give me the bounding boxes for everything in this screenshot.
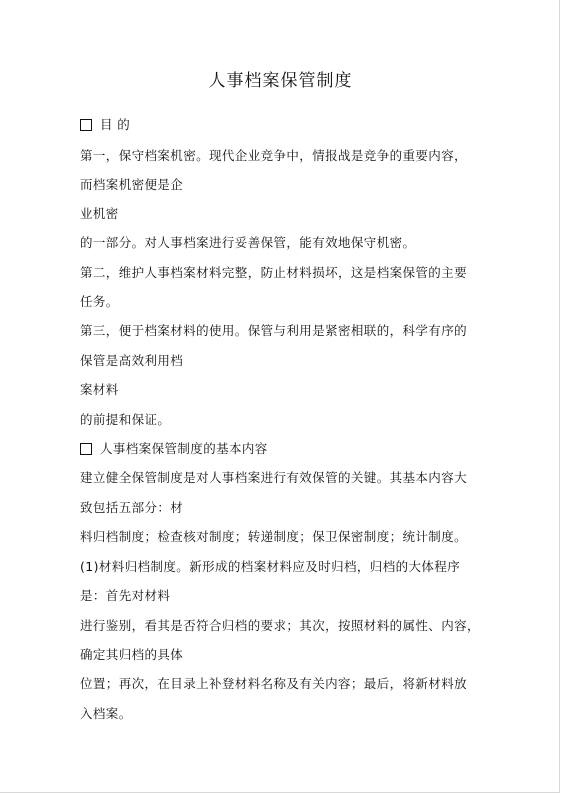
text-line: 料归档制度；检查核对制度；转递制度；保卫保密制度；统计制度。 [80,529,468,544]
text-line: 而档案机密便是企 [80,177,184,192]
text-line: 保管是高效利用档 [80,353,184,368]
text-line: 致包括五部分：材 [80,500,184,515]
text-line: 的前提和保证。 [80,412,171,427]
document-title: 人事档案保管制度 [208,71,353,91]
section-heading-label: 人事档案保管制度的基本内容 [100,441,268,456]
checkbox-square-icon [80,443,92,455]
text-line: 位置；再次，在目录上补登材料名称及有关内容；最后，将新材料放 [80,676,468,691]
text-line: 建立健全保管制度是对人事档案进行有效保管的关键。其基本内容大 [80,470,468,485]
text-line: 确定其归档的具体 [80,647,184,662]
text-line: 入档案。 [80,706,132,721]
text-line: (1)材料归档制度。新形成的档案材料应及时归档，归档的大体程序 [80,559,461,574]
text-line: 的一部分。对人事档案进行妥善保管，能有效地保守机密。 [80,235,416,250]
text-line: 第一，保守档案机密。现代企业竞争中，情报战是竞争的重要内容， [80,148,468,163]
text-line: 任务。 [80,294,119,309]
text-line: 第二，维护人事档案材料完整，防止材料损坏，这是档案保管的主要 [80,265,468,280]
text-line: 是：首先对材料 [80,588,171,603]
text-line: 第三，便于档案材料的使用。保管与利用是紧密相联的，科学有序的 [80,323,468,338]
section-heading-content [80,441,480,457]
section-heading-purpose [80,117,480,133]
text-line: 案材料 [80,382,119,397]
text-line: 业机密 [80,206,119,221]
text-line: 进行鉴别，看其是否符合归档的要求；其次，按照材料的属性、内容， [80,618,480,633]
checkbox-square-icon [80,119,92,131]
section-heading-label: 目 的 [100,117,131,132]
